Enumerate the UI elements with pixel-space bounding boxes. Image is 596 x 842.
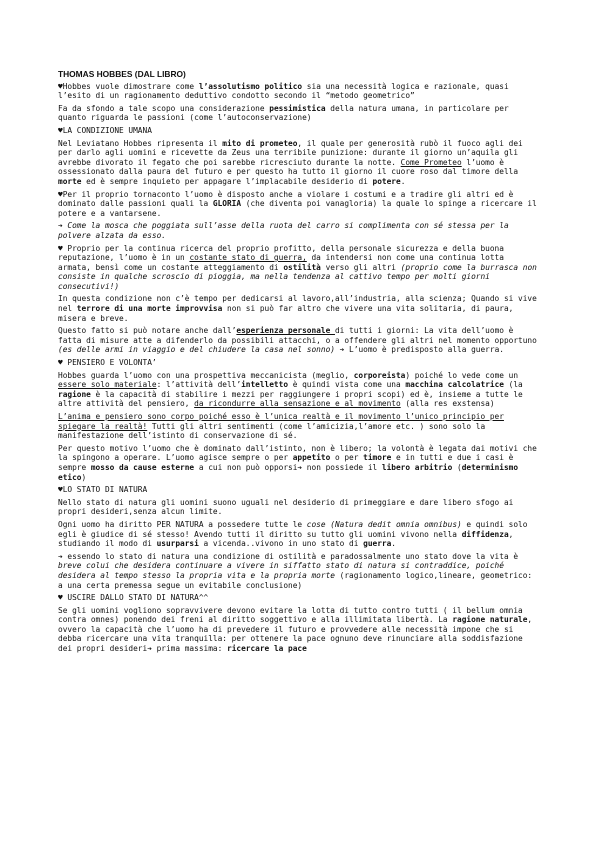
text-run: determinismo etico (58, 462, 519, 482)
text-run: essere solo materiale (58, 380, 157, 390)
text-run: ➔ (58, 221, 68, 231)
document-title: THOMAS HOBBES (DAL LIBRO) (58, 69, 186, 79)
text-run: ♥ Proprio per la continua ricerca del proprio profitto, della personale sicurezza e della buona reputazione, l’uomo è in un (58, 243, 504, 263)
text-run: mito di prometeo (222, 138, 298, 148)
text-run: ♥LO STATO DI NATURA (58, 485, 148, 495)
paragraph (58, 485, 540, 495)
text-run: da ricondurre alla sensazione e al movimento (194, 399, 401, 409)
text-run: macchina calcolatrice (405, 380, 504, 390)
text-run: Se gli uomini vogliono sopravvivere devono evitare la lotta di tutto contro tutti ( il bellum omnia contra omnes) ponendo dei freni al diritto soggettivo e alla illimitata libertà. La (58, 605, 523, 625)
text-run: ♥LA CONDIZIONE UMANA (58, 125, 152, 135)
text-run: verso gli altri (320, 262, 401, 272)
section-6 (58, 593, 540, 654)
section-5 (58, 485, 540, 590)
text-run: esperienza personale (236, 326, 335, 336)
text-run: , studiando il modo di (58, 529, 514, 549)
text-run: timore (363, 453, 392, 463)
paragraph (58, 104, 540, 123)
text-run: . (391, 539, 396, 549)
text-run: ragione naturale (452, 615, 528, 625)
text-run: ♥Per il proprio tornaconto l’uomo è disposto anche a violare i costumi e a tradire gli altri ed è dominato dalle passioni quali la (58, 189, 514, 209)
paragraph (58, 412, 540, 441)
text-run: cose (Natura dedit omnia omnibus) (306, 519, 462, 529)
text-run: pessimistica (269, 103, 326, 113)
paragraph (58, 326, 540, 355)
text-run: ) (81, 472, 87, 482)
text-run: Ogni uomo ha diritto PER NATURA a possedere tutte le (58, 519, 307, 529)
paragraph (58, 294, 540, 323)
paragraph (58, 498, 540, 517)
text-run: mosso da cause esterne (90, 462, 195, 472)
text-run: è quindi vista come una (288, 380, 406, 390)
text-run: Questo fatto si può notare anche dall’ (58, 326, 237, 336)
paragraph (58, 606, 540, 654)
text-run: costante stato di guerra, (189, 253, 307, 263)
text-run: (la (503, 380, 523, 390)
text-run: ragione (58, 389, 91, 399)
text-run: ) poiché lo vede come un (405, 370, 519, 380)
text-run: e quindi solo egli è giudice di sé stesso! Avendo tutti il diritto su tutto gli uomini vivono nella (58, 519, 528, 539)
text-run: della natura umana, in particolare per quanto riguarda le passioni (come l’autoconservazione) (58, 103, 509, 123)
text-run: GLORIA (212, 199, 242, 209)
paragraph (58, 552, 540, 590)
text-run: ricercare la pace (227, 644, 307, 654)
text-run: (ragionamento logico,lineare, geometrico: a una certa premessa segue un evitabile conclusione) (58, 570, 533, 590)
text-run: di tutti i giorni: La vita dell’uomo è fatta di misure atte a difenderlo da possibili attacchi, o a offendere gli altri nel momento opportuno (58, 326, 537, 345)
text-run: da intendersi non come una continua lotta armata, bensì come un costante atteggiamento di (58, 253, 504, 272)
text-run: libero arbitrio (381, 462, 453, 472)
paragraph (58, 221, 540, 240)
paragraph (58, 126, 540, 136)
text-run: Tutti gli altri sentimenti (come l’amicizia,l’amore etc. ) sono solo la manifestazione dell’istinto di conservazione di sé. (58, 421, 486, 441)
paragraph (58, 371, 540, 409)
text-run: è la capacità di stabilire i mezzi per raggiungere i propri scopi) ed è, insieme a tutte le altre attività del pensiero, (58, 389, 523, 409)
paragraph (58, 593, 540, 603)
text-run: guerra (363, 539, 392, 549)
text-run: intelletto (241, 380, 289, 390)
text-run: ➔ L’uomo è predisposto alla guerra. (334, 345, 504, 355)
text-run: L’anima e pensiero sono corpo poiché esso è l’unica realtà e il movimento l’unico principio per spiegare la realtà! (58, 412, 504, 431)
paragraph (58, 82, 540, 101)
section-0 (58, 82, 540, 123)
paragraph (58, 358, 540, 368)
text-run: ( (452, 462, 462, 472)
text-run: Come Prometeo (400, 157, 462, 167)
text-run: ed è sempre inquieto per appagare l’implacabile desiderio di (81, 176, 373, 186)
text-run: diffidenza (461, 529, 509, 539)
section-4 (58, 358, 540, 482)
text-run: (es delle armi in viaggio e del chiudere la casa nel sonno) (58, 345, 335, 355)
text-run: o per (330, 453, 364, 463)
text-run: a vicenda..vivono in uno stato di (198, 539, 364, 549)
text-run: Per questo motivo l’uomo che è dominato dall’istinto, non è libero; la volontà è legata dai motivi che la spingono a operare. L’uomo agisce sempre o per (58, 443, 537, 463)
text-run: : l’attività dell’ (156, 380, 242, 390)
text-run: breve colui che desidera continuare a vivere in siffatto stato di natura si contraddice, poiché desidera al tempo stesso la propria vita e la propria morte (58, 561, 504, 580)
text-run: , ovvero la capacità che l’uomo ha di prevedere il futuro e provvedere alle necessità impone che si debba ricercare una vita tranquilla: per ottenere la pace ognuno deve rinunciare alla soddisfazione dei propri desideri➔ prima massima: (58, 615, 533, 654)
paragraph (58, 444, 540, 482)
text-run: appetito (292, 453, 331, 463)
text-run: ♥Hobbes vuole dimostrare come (58, 81, 199, 91)
text-run: l’uomo è ossessionato dalla paura del futuro e per questo ha tutto il giorno il cuore roso dal timore della (58, 157, 519, 177)
paragraph (58, 190, 540, 219)
text-run: morte (58, 176, 82, 186)
text-run: usurparsi (156, 539, 199, 549)
text-run: terrore di una morte improvvisa (76, 304, 223, 314)
paragraph (58, 244, 540, 292)
text-run: sia una necessità logica e razionale, quasi l’esito di un ragionamento deduttivo condotto secondo il “metodo geometrico” (58, 81, 509, 101)
text-run: Nel Leviatano Hobbes ripresenta il (58, 138, 223, 148)
paragraph (58, 520, 540, 549)
text-run: (che diventa poi vanagloria) la quale lo spinge a ricercare il potere e a vantarsene. (58, 199, 537, 218)
section-3 (58, 244, 540, 356)
text-run: ♥ PENSIERO E VOLONTA’ (58, 358, 157, 368)
section-1 (58, 126, 540, 187)
text-run: In questa condizione non c’è tempo per dedicarsi al lavoro,all’industria, alla scienza; Quando si vive nel (58, 294, 537, 314)
text-run: l’assolutismo politico (198, 81, 303, 91)
text-run: a cui non può opporsi➔ non possiede il (194, 462, 382, 472)
document-page (58, 70, 540, 657)
text-run: Come la mosca che poggiata sull’asse della ruota del carro si complimenta con sé stessa per la polvere alzata da esso. (58, 221, 509, 240)
text-run: . (400, 176, 406, 186)
text-run: e in tutti e due i casi è sempre (58, 453, 514, 472)
text-run: ♥ USCIRE DALLO STATO DI NATURA^^ (58, 593, 209, 603)
text-run: , il quale per generosità rubò il fuoco agli dei per darlo agli uomini e ricevette da Zeus una terribile punizione: durante il giorno un’aquila gli avrebbe divorato il fegato che poi sarebbe ricresciuto durante la notte. (58, 138, 523, 167)
text-run: Fa da sfondo a tale scopo una considerazione (58, 103, 270, 113)
text-run: ostilità (283, 262, 321, 272)
text-run: ➔ essendo lo stato di natura una condizione di ostilità e paradossalmente uno stato dove la vita è (58, 551, 519, 561)
text-run: non si può far altro che vivere una vita solitaria, di paura, misera e breve. (58, 304, 514, 323)
paragraph (58, 139, 540, 187)
text-run: Hobbes guarda l’uomo con una prospettiva meccanicista (meglio, (58, 370, 354, 380)
text-run: (proprio come la burrasca non consiste in qualche scroscio di pioggia, ma nella tendenza al cattivo tempo per molti giorni consecutivi!) (58, 262, 537, 291)
text-run: Nello stato di natura gli uomini suono uguali nel desiderio di primeggiare e dare libero sfogo ai propri desideri,senza alcun limite. (58, 497, 514, 517)
document-body (58, 82, 540, 654)
text-run: potere (372, 176, 401, 186)
text-run: corporeista (353, 370, 406, 380)
text-run: (alla res exstensa) (400, 399, 495, 409)
section-2 (58, 190, 540, 241)
